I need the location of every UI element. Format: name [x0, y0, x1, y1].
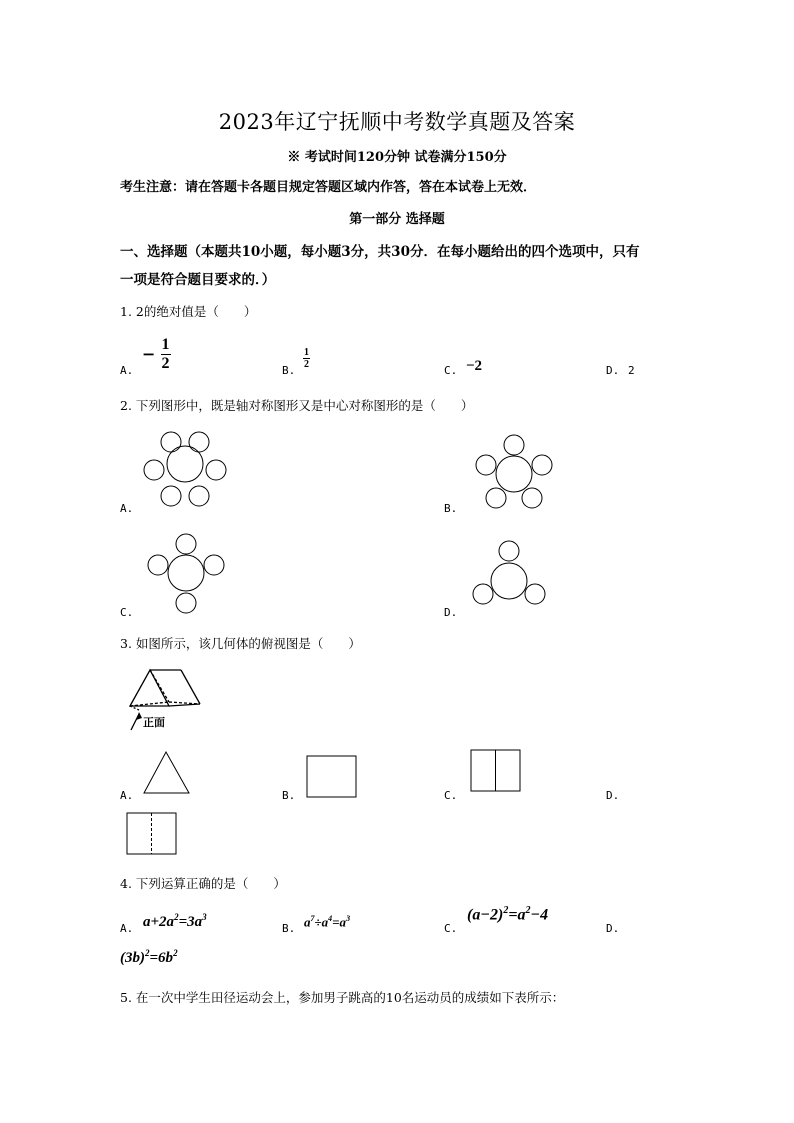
arrow-icon: [136, 712, 142, 720]
q4-option-c-expr: [467, 905, 548, 924]
question-3-stem: 3. 如图所示，该几何体的俯视图是（ ）: [120, 636, 361, 651]
expr-part: a+2a: [143, 914, 175, 930]
q2-figure-d-three-circles: [466, 538, 556, 612]
q3-option-d-label: D.: [606, 789, 620, 802]
q1-option-a-label: A.: [120, 364, 134, 377]
denominator: 2: [304, 359, 309, 370]
q2-figure-c-four-circles: [140, 530, 230, 616]
expr-part: (a−2): [467, 906, 504, 924]
expr-part: =a: [332, 914, 347, 930]
question-1-stem: 1. 2的绝对值是（ ）: [120, 304, 257, 319]
question-5-stem: 5. 在一次中学生田径运动会上，参加男子跳高的10名运动员的成绩如下表所示：: [120, 990, 565, 1005]
expr-part: =6b: [149, 950, 174, 966]
q1-option-c: −2: [466, 358, 483, 374]
q1-option-b-label: B.: [282, 364, 296, 377]
q4-option-c-label: C.: [444, 922, 458, 935]
instruction-line-2: 一项是符合题目要求的．）: [120, 272, 276, 288]
front-view-label: 正面: [143, 716, 165, 729]
expr-part: ÷a: [314, 914, 329, 930]
q4-option-d-label: D.: [606, 922, 620, 935]
q2-option-c-label: C.: [120, 606, 134, 619]
exponent: 2: [145, 948, 150, 958]
q2-option-a-label: A.: [120, 502, 134, 515]
q3-option-c-label: C.: [444, 789, 458, 802]
exponent: 2: [503, 905, 509, 916]
expr-part: −4: [530, 906, 549, 924]
q3-option-c-rect-solid-line: [470, 749, 522, 793]
exam-info: ※ 考试时间120分钟 试卷满分150分: [287, 150, 507, 165]
q3-option-b-rectangle: [306, 755, 358, 799]
q3-option-a-triangle: [142, 750, 192, 795]
page-title: 2023年辽宁抚顺中考数学真题及答案: [218, 110, 576, 134]
question-2-stem: 2. 下列图形中，既是轴对称图形又是中心对称图形的是（ ）: [120, 398, 474, 413]
q4-option-b-expr: [304, 914, 350, 930]
numerator: 1: [161, 336, 170, 353]
exponent: 7: [310, 914, 315, 923]
exam-notice: 考生注意：请在答题卡各题目规定答题区域内作答，答在本试卷上无效．: [120, 180, 537, 195]
expr-part: (3b): [120, 950, 145, 966]
exponent: 3: [346, 914, 351, 923]
exponent: 4: [328, 914, 333, 923]
expr-part: =a: [508, 906, 526, 924]
q3-option-b-label: B.: [282, 789, 296, 802]
q4-option-a-label: A.: [120, 922, 134, 935]
q1-option-b: [303, 347, 310, 371]
q1-option-d-label: D.: [606, 364, 620, 377]
expr-part: a: [304, 914, 311, 930]
q3-prism-figure: [125, 660, 205, 735]
minus-sign: −: [142, 344, 156, 364]
exponent: 3: [202, 912, 207, 922]
q2-option-b-label: B.: [444, 502, 458, 515]
q4-option-b-label: B.: [282, 922, 296, 935]
q2-figure-b-five-circles: [470, 432, 560, 512]
numerator: 1: [304, 347, 309, 358]
q1-option-d: 2: [628, 364, 635, 377]
section-instruction: [120, 238, 680, 294]
fraction: [161, 336, 171, 372]
fraction: [303, 347, 310, 370]
exponent: 2: [525, 905, 531, 916]
q4-option-a-expr: [143, 912, 207, 931]
q2-option-d-label: D.: [444, 606, 458, 619]
exponent: 2: [174, 912, 179, 922]
q3-option-a-label: A.: [120, 789, 134, 802]
q2-figure-a-six-circles: [140, 432, 230, 512]
denominator: 2: [161, 354, 170, 372]
q4-option-d-expr: [120, 948, 178, 967]
q3-option-d-rect-dashed-line: [126, 812, 178, 856]
q1-option-a: [142, 336, 171, 372]
instruction-line-1: 一、选择题（本题共10小题，每小题3分，共30分．在每小题给出的四个选项中，只有: [120, 244, 640, 260]
q1-option-c-label: C.: [444, 364, 458, 377]
exponent: 2: [173, 948, 178, 958]
question-4-stem: 4. 下列运算正确的是（ ）: [120, 876, 286, 891]
expr-part: =3a: [178, 914, 203, 930]
section-title: 第一部分 选择题: [349, 212, 445, 227]
